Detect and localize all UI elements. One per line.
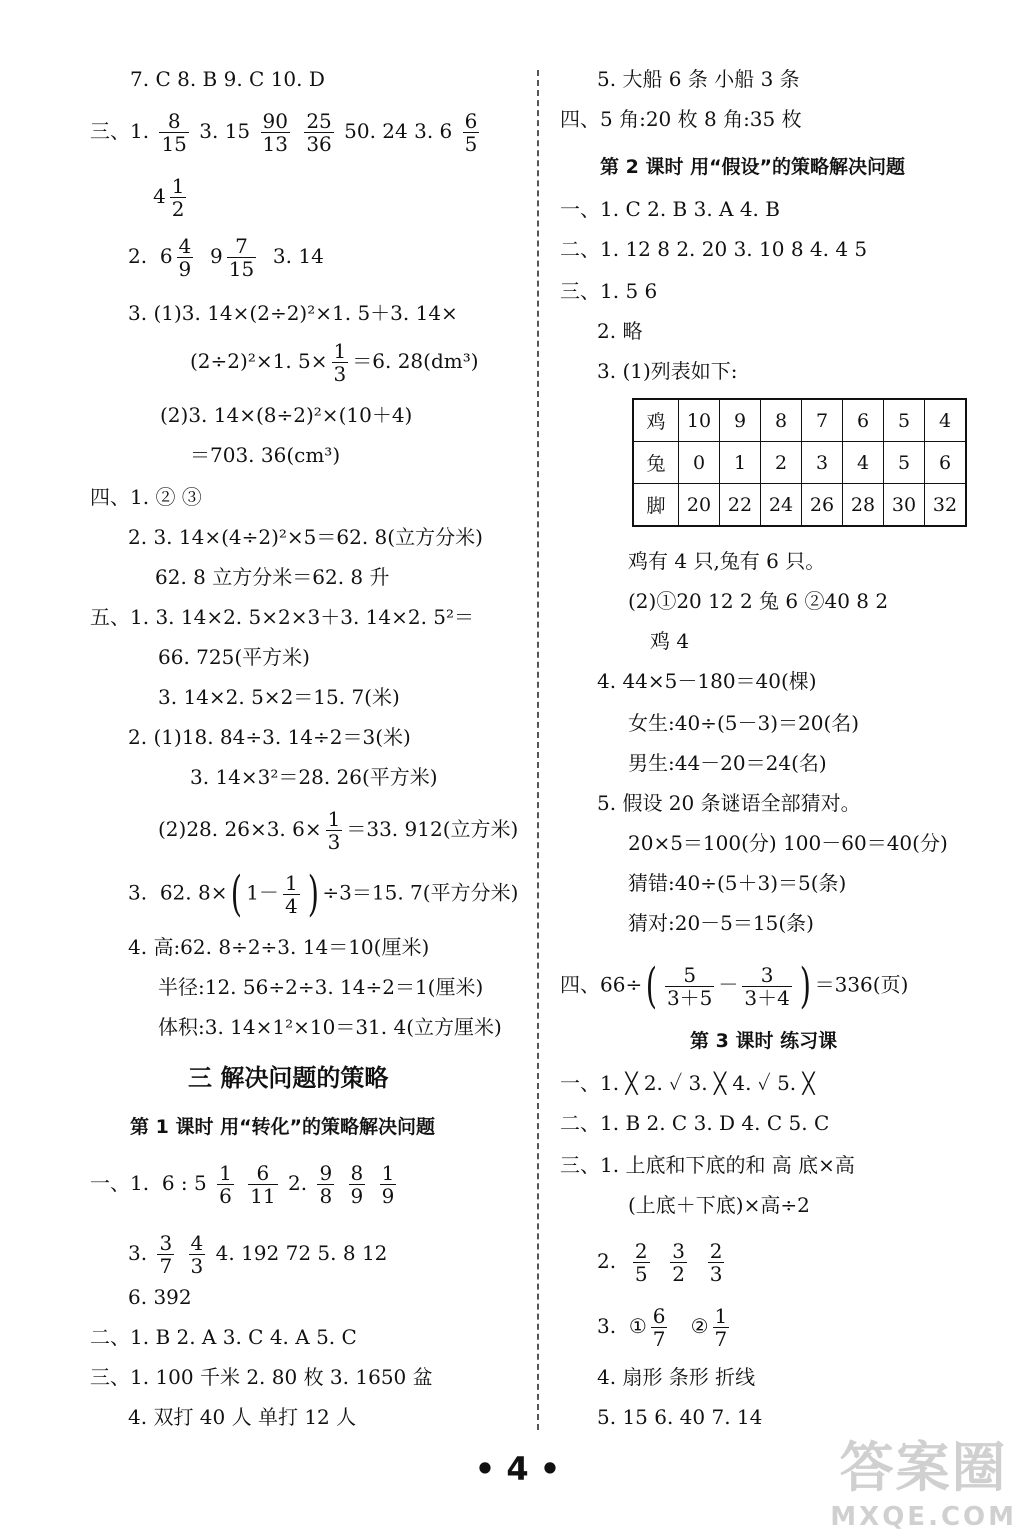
answer-line: 四、1. ② ③ bbox=[90, 485, 202, 509]
answer-line: 6. 392 bbox=[128, 1285, 192, 1309]
answer-line: 二、1. 12 8 2. 20 3. 10 8 4. 4 5 bbox=[560, 237, 868, 261]
fraction: $\frac{4}{3}$ bbox=[190, 1231, 204, 1278]
fraction: $\frac{6}{7}$ bbox=[652, 1304, 666, 1351]
lesson-title: 第 1 课时 用“转化”的策略解决问题 bbox=[130, 1116, 436, 1138]
answer-line: 四、66÷( $\frac{5}{3+5}$ － $\frac{3}{3+4}$ ) ＝336(页) bbox=[560, 958, 909, 1014]
fraction: $\frac{8}{15}$ bbox=[161, 109, 187, 156]
answer-line: 一、1. ╳ 2. ✓ 3. ╳ 4. ✓ 5. ╳ bbox=[560, 1071, 815, 1095]
answer-line: 二、1. B 2. A 3. C 4. A 5. C bbox=[90, 1325, 357, 1349]
answer-line: 2. $\frac{2}{5}$ $\frac{3}{2}$ $\frac{2}{3}$ bbox=[597, 1239, 723, 1286]
answer-line: 2. (1)18. 84÷3. 14÷2＝3(米) bbox=[128, 725, 411, 749]
lesson-title: 第 2 课时 用“假设”的策略解决问题 bbox=[600, 156, 906, 178]
answer-line: (2÷2)²×1. 5× $\frac{1}{3}$ ＝6. 28(dm³) bbox=[190, 339, 479, 386]
fraction: $\frac{9}{8}$ bbox=[319, 1161, 333, 1208]
fraction: $\frac{2}{5}$ bbox=[634, 1239, 648, 1286]
fraction: $\frac{3}{7}$ bbox=[159, 1231, 173, 1278]
answer-line: 4. 扇形 条形 折线 bbox=[597, 1365, 756, 1389]
answer-line: 3. (1)3. 14×(2÷2)²×1. 5＋3. 14× bbox=[128, 301, 458, 325]
answer-line: (2)3. 14×(8÷2)²×(10＋4) bbox=[160, 403, 413, 427]
fraction: $\frac{6}{5}$ bbox=[464, 109, 478, 156]
answer-line: (上底＋下底)×高÷2 bbox=[628, 1193, 810, 1217]
answer-line: 猜错:40÷(5＋3)＝5(条) bbox=[628, 871, 847, 895]
answer-line: 4. 高:62. 8÷2÷3. 14＝10(厘米) bbox=[128, 935, 430, 959]
fraction: $\frac{6}{11}$ bbox=[250, 1161, 276, 1208]
answer-line: 四、5 角:20 枚 8 角:35 枚 bbox=[560, 107, 802, 131]
fraction: $\frac{3}{2}$ bbox=[672, 1239, 685, 1286]
answer-line: 2. 3. 14×(4÷2)²×5＝62. 8(立方分米) bbox=[128, 525, 483, 549]
answer-line: 一、1. C 2. B 3. A 4. B bbox=[560, 197, 780, 221]
table-row: 脚 20 22 24 26 28 30 32 bbox=[633, 484, 966, 527]
table-row: 兔 0 1 2 3 4 5 6 bbox=[633, 442, 966, 484]
answer-line: 二、1. B 2. C 3. D 4. C 5. C bbox=[560, 1111, 830, 1135]
answer-line: 20×5＝100(分) 100－60＝40(分) bbox=[628, 831, 948, 855]
answer-line: 5. 15 6. 40 7. 14 bbox=[597, 1405, 763, 1429]
answer-line: 3. (1)列表如下: bbox=[597, 359, 738, 383]
fraction: $\frac{7}{15}$ bbox=[228, 234, 255, 281]
answer-line: 鸡有 4 只,兔有 6 只。 bbox=[628, 549, 826, 573]
fraction: $\frac{3}{3+4}$ bbox=[744, 962, 790, 1010]
fraction: $\frac{1}{3}$ bbox=[327, 807, 341, 854]
answer-line: 鸡 4 bbox=[650, 629, 690, 653]
answer-line: 7. C 8. B 9. C 10. D bbox=[130, 67, 325, 91]
fraction: $\frac{1}{3}$ bbox=[333, 339, 347, 386]
column-divider bbox=[537, 70, 539, 1430]
answer-line: 5. 大船 6 条 小船 3 条 bbox=[597, 67, 800, 91]
fraction: $\frac{90}{13}$ bbox=[262, 109, 288, 156]
fraction: $\frac{4}{9}$ bbox=[178, 234, 192, 281]
lesson-title: 第 3 课时 练习课 bbox=[690, 1030, 838, 1052]
answer-line: 三、1. 5 6 bbox=[560, 279, 658, 303]
fraction: $\frac{5}{3+5}$ bbox=[666, 962, 713, 1010]
section-title: 三 解决问题的策略 bbox=[188, 1064, 389, 1092]
chicken-rabbit-table bbox=[632, 398, 967, 527]
answer-line: 三、1. 100 千米 2. 80 枚 3. 1650 盆 bbox=[90, 1365, 433, 1389]
answer-line: 半径:12. 56÷2÷3. 14÷2＝1(厘米) bbox=[158, 975, 484, 999]
fraction: $\frac{1}{2}$ bbox=[171, 174, 185, 221]
answer-line: 体积:3. 14×1²×10＝31. 4(立方厘米) bbox=[158, 1015, 502, 1039]
answer-line: 一、1. 6 : 5 $\frac{1}{6}$ $\frac{6}{11}$ 2. $\frac{9}{8}$ $\frac{8}{9}$ $\frac{1}{9}$ bbox=[90, 1161, 395, 1208]
answer-line: 2. 6 $\frac{4}{9}$ 9 $\frac{7}{15}$ 3. 14 bbox=[128, 234, 324, 281]
answer-line: 男生:44－20＝24(名) bbox=[628, 751, 827, 775]
fraction: $\frac{8}{9}$ bbox=[350, 1161, 364, 1208]
page-number: • 4 • bbox=[474, 1450, 561, 1488]
answer-line: ＝703. 36(cm³) bbox=[190, 443, 341, 467]
answer-line: 五、1. 3. 14×2. 5×2×3＋3. 14×2. 5²＝ bbox=[90, 605, 475, 629]
fraction: $\frac{1}{4}$ bbox=[284, 870, 298, 918]
answer-line: 3. ① $\frac{6}{7}$ ② $\frac{1}{7}$ bbox=[597, 1304, 728, 1351]
answer-line: 三、1. $\frac{8}{15}$ 3. 15 $\frac{90}{13}$ $\frac{25}{36}$ 50. 24 3. 6 $\frac{6}{5}$ bbox=[90, 109, 478, 156]
answer-line: 4. 44×5－180＝40(棵) bbox=[597, 669, 817, 693]
answer-line: (2)28. 26×3. 6× $\frac{1}{3}$ ＝33. 912(立方米) bbox=[158, 807, 519, 854]
answer-line: 3. 62. 8×( 1－ $\frac{1}{4}$ ) ÷3＝15. 7(平方分米) bbox=[128, 866, 519, 922]
answer-line: 62. 8 立方分米＝62. 8 升 bbox=[155, 565, 390, 589]
table-row: 鸡 10 9 8 7 6 5 4 bbox=[633, 399, 966, 442]
fraction: $\frac{1}{6}$ bbox=[219, 1161, 232, 1208]
answer-line: 5. 假设 20 条谜语全部猜对。 bbox=[597, 791, 861, 815]
answer-line: 猜对:20－5＝15(条) bbox=[628, 911, 814, 935]
fraction: $\frac{2}{3}$ bbox=[709, 1239, 723, 1286]
fraction: $\frac{1}{7}$ bbox=[714, 1304, 728, 1351]
answer-line: 66. 725(平方米) bbox=[158, 645, 310, 669]
answer-line: 4. 双打 40 人 单打 12 人 bbox=[128, 1405, 357, 1429]
watermark-logo: 答案圈 MXQE.COM bbox=[830, 1436, 1017, 1532]
answer-line: (2)①20 12 2 兔 6 ②40 8 2 bbox=[628, 589, 889, 613]
answer-line: 女生:40÷(5－3)＝20(名) bbox=[628, 711, 860, 735]
answer-line: 三、1. 上底和下底的和 高 底×高 bbox=[560, 1153, 855, 1177]
answer-line: 3. $\frac{3}{7}$ $\frac{4}{3}$ 4. 192 72 5. 8 12 bbox=[128, 1231, 388, 1278]
answer-line: 3. 14×3²＝28. 26(平方米) bbox=[190, 765, 438, 789]
fraction: $\frac{25}{36}$ bbox=[306, 109, 332, 156]
answer-line: 2. 略 bbox=[597, 319, 643, 343]
answer-line: 3. 14×2. 5×2＝15. 7(米) bbox=[158, 685, 400, 709]
answer-line: 4 $\frac{1}{2}$ bbox=[153, 174, 185, 221]
fraction: $\frac{1}{9}$ bbox=[381, 1161, 395, 1208]
